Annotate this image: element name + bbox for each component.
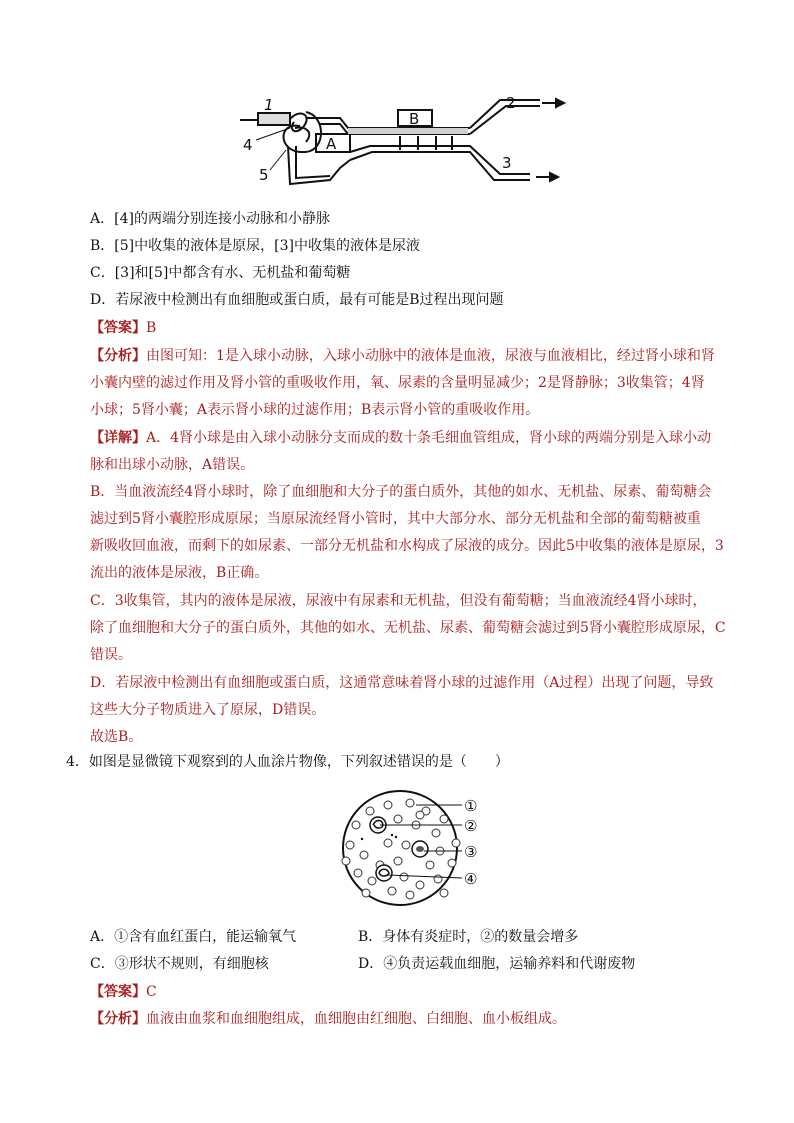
q4-stem: 4．如图是显微镜下观察到的人血涂片物像，下列叙述错误的是（ ） [66, 754, 509, 770]
q3-option-b: B．[5]中收集的液体是原尿，[3]中收集的液体是尿液 [90, 238, 420, 254]
smear-label-3: ③ [464, 843, 478, 861]
analysis-text-1: 由图可知：1是入球小动脉，入球小动脉中的液体是血液，尿液与血液相比，经过肾小球和肾 [146, 348, 715, 364]
q3-detail-line-10: D．若尿液中检测出有血细胞或蛋白质，这通常意味着肾小球的过滤作用（A过程）出现了问题，导致 [90, 675, 714, 691]
q3-analysis-line-2: 小囊内壁的滤过作用及肾小管的重吸收作用，氧、尿素的含量明显减少；2是肾静脉；3收集管；4肾 [90, 375, 705, 391]
q3-option-a: A．[4]的两端分别连接小动脉和小静脉 [90, 211, 330, 227]
label-3: 3 [502, 154, 512, 172]
answer-tag: 【答案】 [90, 320, 146, 336]
q3-detail-line-11: 这些大分子物质进入了原尿，D错误。 [90, 702, 326, 718]
q4-answer-value: C [146, 984, 157, 1000]
q3-option-d: D．若尿液中检测出有血细胞或蛋白质，最有可能是B过程出现问题 [90, 292, 504, 308]
q3-detail-line-6: 流出的液体是尿液，B正确。 [90, 565, 269, 581]
q4-analysis-text: 血液由血浆和血细胞组成，血细胞由红细胞、白细胞、血小板组成。 [146, 1011, 566, 1027]
q4-option-c: C．③形状不规则，有细胞核 [90, 956, 269, 972]
q3-detail-line-4: 滤过到5肾小囊腔形成原尿；当原尿流经肾小管时，其中大部分水、部分无机盐和全部的葡萄糖被重 [90, 511, 701, 527]
q3-detail-line-8: 除了血细胞和大分子的蛋白质外，其他的如水、无机盐、尿素、葡萄糖会滤过到5肾小囊腔形成原尿，C [90, 620, 726, 636]
analysis-tag: 【分析】 [90, 348, 146, 364]
q4-answer [90, 982, 157, 1002]
label-box-b: B [409, 110, 420, 128]
smear-label-4: ④ [464, 870, 478, 888]
label-4: 4 [243, 136, 253, 154]
q4-answer-tag: 【答案】 [90, 984, 146, 1000]
q3-option-c: C．[3]和[5]中都含有水、无机盐和葡萄糖 [90, 265, 351, 281]
q4-option-d: D．④负责运载血细胞，运输养料和代谢废物 [358, 956, 636, 972]
nephron-diagram [0, 0, 794, 210]
label-1: 1 [264, 96, 274, 114]
smear-label-2: ② [464, 817, 478, 835]
q4-analysis [90, 1009, 566, 1029]
detail-text-1: A．4肾小球是由入球小动脉分支而成的数十条毛细血管组成，肾小球的两端分别是入球小动 [146, 430, 712, 446]
label-box-a: A [326, 135, 337, 153]
q4-option-b: B．身体有炎症时，②的数量会增多 [358, 929, 579, 945]
smear-label-1: ① [464, 797, 478, 815]
detail-tag: 【详解】 [90, 430, 146, 446]
q3-detail-line-1 [90, 428, 711, 448]
label-5: 5 [259, 166, 269, 184]
q3-detail-line-5: 新吸收回血液，而剩下的如尿素、一部分无机盐和水构成了尿液的成分。因此5中收集的液体是原尿，3 [90, 538, 724, 554]
q3-detail-line-7: C．3收集管，其内的液体是尿液，尿液中有尿素和无机盐，但没有葡萄糖；当血液流经4肾小球时， [90, 593, 707, 609]
q4-analysis-tag: 【分析】 [90, 1011, 146, 1027]
q4-option-a: A．①含有血红蛋白，能运输氧气 [90, 929, 297, 945]
q3-analysis-line-1 [90, 346, 715, 366]
answer-value: B [146, 320, 157, 336]
q3-analysis-line-3: 小球；5肾小囊；A表示肾小球的过滤作用；B表示肾小管的重吸收作用。 [90, 402, 540, 418]
q3-conclusion: 故选B。 [90, 729, 143, 745]
q3-answer [90, 318, 156, 338]
q3-detail-line-2: 脉和出球小动脉，A错误。 [90, 457, 255, 473]
blood-smear-diagram [0, 785, 794, 925]
label-2: 2 [506, 94, 516, 112]
q3-detail-line-3: B．当血液流经4肾小球时，除了血细胞和大分子的蛋白质外，其他的如水、无机盐、尿素、葡萄糖会 [90, 484, 712, 500]
q3-detail-line-9: 错误。 [90, 647, 132, 663]
